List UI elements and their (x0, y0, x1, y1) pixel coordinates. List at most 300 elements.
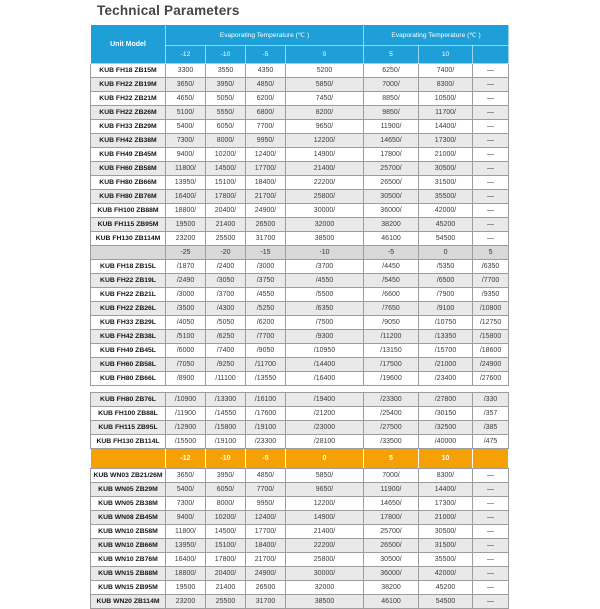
value-cell: /13150 (364, 344, 419, 358)
value-cell: 14900/ (286, 511, 364, 525)
value-cell: 7700/ (246, 483, 286, 497)
value-cell: 30500/ (419, 525, 473, 539)
value-cell: 31700 (246, 232, 286, 246)
value-cell: 38200 (364, 581, 419, 595)
value-cell: /16400 (286, 372, 364, 386)
value-cell: /32500 (419, 421, 473, 435)
value-cell: 17800/ (364, 148, 419, 162)
model-cell: KUB WN05 ZB38M (91, 497, 166, 511)
value-cell: /23300 (364, 393, 419, 407)
table-row (91, 148, 509, 162)
value-cell: 30000/ (286, 204, 364, 218)
temp-col-header: 5 (364, 46, 419, 64)
model-cell: KUB WN10 ZB58M (91, 525, 166, 539)
value-cell: 45200 (419, 218, 473, 232)
value-cell: /4050 (166, 316, 206, 330)
value-cell: 5850/ (286, 469, 364, 483)
value-cell: /23000 (286, 421, 364, 435)
value-cell: 3650/ (166, 78, 206, 92)
value-cell: /9100 (419, 302, 473, 316)
value-cell: 42000/ (419, 204, 473, 218)
value-cell: 5050/ (206, 92, 246, 106)
value-cell: /25400 (364, 407, 419, 421)
value-cell: 11800/ (166, 162, 206, 176)
value-cell: 25700/ (364, 525, 419, 539)
value-cell: 6800/ (246, 106, 286, 120)
value-cell: /19100 (246, 421, 286, 435)
value-cell: /10750 (419, 316, 473, 330)
value-cell: /5050 (206, 316, 246, 330)
value-cell: 12200/ (286, 134, 364, 148)
value-cell: 23200 (166, 232, 206, 246)
value-cell: /11900 (166, 407, 206, 421)
technical-parameters-table (90, 24, 508, 609)
value-cell: /4450 (364, 260, 419, 274)
value-cell: /13300 (206, 393, 246, 407)
value-cell: 18400/ (246, 176, 286, 190)
model-cell: KUB FH60 ZB58M (91, 162, 166, 176)
value-cell: /4550 (286, 274, 364, 288)
temp-separator-cell: -12 (166, 449, 206, 469)
value-cell: /7400 (206, 344, 246, 358)
value-cell: 7300/ (166, 497, 206, 511)
value-cell: /385 (473, 421, 509, 435)
temp-separator-cell: -10 (286, 246, 364, 260)
value-cell: 30500/ (364, 553, 419, 567)
temp-separator-cell: -20 (206, 246, 246, 260)
value-cell: — (473, 64, 509, 78)
value-cell: — (473, 218, 509, 232)
table-header (91, 25, 509, 64)
value-cell: 8200/ (286, 106, 364, 120)
value-cell: 32000 (286, 218, 364, 232)
value-cell: 8000/ (206, 497, 246, 511)
value-cell: 17700/ (246, 162, 286, 176)
value-cell: /3700 (206, 288, 246, 302)
value-cell: 17300/ (419, 497, 473, 511)
value-cell: 25500 (206, 232, 246, 246)
value-cell: 4850/ (246, 78, 286, 92)
model-cell: KUB FH49 ZB45M (91, 148, 166, 162)
value-cell: 4650/ (166, 92, 206, 106)
model-cell: KUB FH18 ZB15L (91, 260, 166, 274)
temp-separator-cell: 10 (419, 449, 473, 469)
value-cell: /13550 (246, 372, 286, 386)
table-row (91, 525, 509, 539)
value-cell: 9400/ (166, 148, 206, 162)
value-cell: 23200 (166, 595, 206, 609)
value-cell: /11200 (364, 330, 419, 344)
value-cell: — (473, 525, 509, 539)
table-row (91, 407, 509, 421)
model-cell: KUB FH80 ZB76M (91, 190, 166, 204)
value-cell: 9650/ (286, 120, 364, 134)
value-cell: 6050/ (206, 483, 246, 497)
value-cell: /21200 (286, 407, 364, 421)
value-cell: /10900 (166, 393, 206, 407)
value-cell: 20400/ (206, 204, 246, 218)
model-cell: KUB FH42 ZB38L (91, 330, 166, 344)
value-cell: /10800 (473, 302, 509, 316)
table-row (91, 232, 509, 246)
table-row (91, 64, 509, 78)
value-cell: 6250/ (364, 64, 419, 78)
value-cell: 35500/ (419, 190, 473, 204)
table-row (91, 435, 509, 449)
value-cell: — (473, 595, 509, 609)
value-cell: 14900/ (286, 148, 364, 162)
value-cell: /24900 (473, 358, 509, 372)
model-cell: KUB FH33 ZB29L (91, 316, 166, 330)
value-cell: 18800/ (166, 567, 206, 581)
value-cell: /17500 (364, 358, 419, 372)
value-cell: 25800/ (286, 553, 364, 567)
table-row (91, 497, 509, 511)
value-cell: /6600 (364, 288, 419, 302)
table-row (91, 581, 509, 595)
model-cell: KUB FH49 ZB45L (91, 344, 166, 358)
value-cell: 3550 (206, 64, 246, 78)
model-cell: KUB FH33 ZB29M (91, 120, 166, 134)
model-cell: KUB FH22 ZB26L (91, 302, 166, 316)
table-row (91, 162, 509, 176)
table-row (91, 393, 509, 407)
value-cell: 21400 (206, 218, 246, 232)
model-cell: KUB WN20 ZB114M (91, 595, 166, 609)
temp-col-header: -12 (166, 46, 206, 64)
model-cell: KUB FH115 ZB95M (91, 218, 166, 232)
value-cell: 26500 (246, 581, 286, 595)
value-cell: 30500/ (364, 190, 419, 204)
value-cell: 21400/ (286, 162, 364, 176)
model-cell: KUB WN05 ZB29M (91, 483, 166, 497)
value-cell: 3950/ (206, 469, 246, 483)
value-cell: — (473, 120, 509, 134)
value-cell: /18600 (473, 344, 509, 358)
value-cell: /9350 (473, 288, 509, 302)
value-cell: 21400/ (286, 525, 364, 539)
value-cell: 13950/ (166, 176, 206, 190)
value-cell: /4300 (206, 302, 246, 316)
value-cell: 14400/ (419, 120, 473, 134)
table-row (91, 288, 509, 302)
value-cell: 14650/ (364, 134, 419, 148)
value-cell: 7450/ (286, 92, 364, 106)
value-cell: 6050/ (206, 120, 246, 134)
value-cell: /5450 (364, 274, 419, 288)
value-cell: 11700/ (419, 106, 473, 120)
value-cell: /17600 (246, 407, 286, 421)
value-cell: /27500 (364, 421, 419, 435)
value-cell: /11100 (206, 372, 246, 386)
value-cell: 21700/ (246, 553, 286, 567)
model-cell: KUB FH22 ZB21M (91, 92, 166, 106)
table-row (91, 218, 509, 232)
value-cell: /6000 (166, 344, 206, 358)
temperature-separator-row (91, 449, 509, 469)
value-cell: 54500 (419, 595, 473, 609)
temp-separator-cell: 0 (286, 449, 364, 469)
value-cell: 12400/ (246, 511, 286, 525)
temp-separator-cell: 5 (473, 246, 509, 260)
table-row (91, 106, 509, 120)
model-cell: KUB FH60 ZB58L (91, 358, 166, 372)
value-cell: — (473, 567, 509, 581)
value-cell: 31500/ (419, 539, 473, 553)
value-cell: /3700 (286, 260, 364, 274)
model-cell: KUB FH22 ZB26M (91, 106, 166, 120)
value-cell: 15100/ (206, 176, 246, 190)
value-cell: — (473, 190, 509, 204)
value-cell: 3300 (166, 64, 206, 78)
value-cell: 5100/ (166, 106, 206, 120)
temp-separator-cell: -10 (206, 449, 246, 469)
value-cell: 38500 (286, 232, 364, 246)
value-cell: /3050 (206, 274, 246, 288)
value-cell: /11700 (246, 358, 286, 372)
value-cell: /9050 (246, 344, 286, 358)
value-cell: — (473, 162, 509, 176)
table-row (91, 553, 509, 567)
table-body-lower (91, 393, 509, 609)
value-cell: 5400/ (166, 120, 206, 134)
value-cell: /6200 (246, 316, 286, 330)
value-cell: — (473, 553, 509, 567)
value-cell: 9850/ (364, 106, 419, 120)
temp-col-header: 10 (419, 46, 473, 64)
model-cell: KUB FH80 ZB66L (91, 372, 166, 386)
value-cell: 26500/ (364, 176, 419, 190)
temp-separator-cell (473, 449, 509, 469)
value-cell: /9050 (364, 316, 419, 330)
value-cell: 54500 (419, 232, 473, 246)
value-cell: /5100 (166, 330, 206, 344)
value-cell: — (473, 134, 509, 148)
value-cell: /33500 (364, 435, 419, 449)
temp-col-header: -5 (246, 46, 286, 64)
value-cell: — (473, 78, 509, 92)
value-cell: 10200/ (206, 148, 246, 162)
model-cell: KUB FH22 ZB21L (91, 288, 166, 302)
value-cell: 9400/ (166, 511, 206, 525)
value-cell: /15800 (473, 330, 509, 344)
value-cell: — (473, 176, 509, 190)
value-cell: 36000/ (364, 204, 419, 218)
value-cell: 18400/ (246, 539, 286, 553)
value-cell: — (473, 539, 509, 553)
value-cell: 9950/ (246, 134, 286, 148)
table-row (91, 92, 509, 106)
value-cell: /14550 (206, 407, 246, 421)
value-cell: /7050 (166, 358, 206, 372)
value-cell: /19600 (364, 372, 419, 386)
model-cell: KUB WN15 ZB95M (91, 581, 166, 595)
value-cell: 22200/ (286, 539, 364, 553)
model-cell: KUB FH80 ZB76L (91, 393, 166, 407)
value-cell: 6200/ (246, 92, 286, 106)
value-cell: /10950 (286, 344, 364, 358)
table-row (91, 120, 509, 134)
value-cell: 14400/ (419, 483, 473, 497)
value-cell: 4850/ (246, 469, 286, 483)
value-cell: /7700 (473, 274, 509, 288)
table-body-upper (91, 64, 509, 386)
value-cell: 16400/ (166, 190, 206, 204)
value-cell: 7000/ (364, 469, 419, 483)
model-cell: KUB FH100 ZB88L (91, 407, 166, 421)
value-cell: /5500 (286, 288, 364, 302)
value-cell: /16100 (246, 393, 286, 407)
model-cell: KUB FH22 ZB19L (91, 274, 166, 288)
value-cell: 46100 (364, 595, 419, 609)
value-cell: 11800/ (166, 525, 206, 539)
value-cell: 38200 (364, 218, 419, 232)
value-cell: 9650/ (286, 483, 364, 497)
table-row (91, 421, 509, 435)
table-row (91, 358, 509, 372)
value-cell: — (473, 106, 509, 120)
value-cell: 12400/ (246, 148, 286, 162)
header-row-spans (91, 25, 509, 46)
table-row (91, 539, 509, 553)
value-cell: 25500 (206, 595, 246, 609)
value-cell: 5400/ (166, 483, 206, 497)
value-cell: 30000/ (286, 567, 364, 581)
page-title: Technical Parameters (97, 3, 240, 18)
value-cell: /30150 (419, 407, 473, 421)
value-cell: /1870 (166, 260, 206, 274)
value-cell: /6350 (286, 302, 364, 316)
value-cell: 25800/ (286, 190, 364, 204)
parameters-table-lower (90, 392, 509, 609)
model-cell: KUB WN03 ZB21/26M (91, 469, 166, 483)
value-cell: 24900/ (246, 204, 286, 218)
table-row (91, 274, 509, 288)
value-cell: 12200/ (286, 497, 364, 511)
model-cell: KUB FH42 ZB38M (91, 134, 166, 148)
value-cell: 19500 (166, 581, 206, 595)
value-cell: 22200/ (286, 176, 364, 190)
value-cell: /2400 (206, 260, 246, 274)
value-cell: 13950/ (166, 539, 206, 553)
value-cell: /2490 (166, 274, 206, 288)
temp-separator-cell: -5 (364, 246, 419, 260)
temperature-separator-row (91, 246, 509, 260)
model-cell: KUB FH115 ZB95L (91, 421, 166, 435)
value-cell: /13350 (419, 330, 473, 344)
value-cell: /23300 (246, 435, 286, 449)
table-row (91, 78, 509, 92)
value-cell: 8000/ (206, 134, 246, 148)
temp-col-header (473, 46, 509, 64)
table-row (91, 204, 509, 218)
table-row (91, 176, 509, 190)
model-cell: KUB FH80 ZB66M (91, 176, 166, 190)
value-cell: 7300/ (166, 134, 206, 148)
value-cell: /12750 (473, 316, 509, 330)
value-cell: 9950/ (246, 497, 286, 511)
value-cell: /6250 (206, 330, 246, 344)
value-cell: 11900/ (364, 483, 419, 497)
value-cell: — (473, 497, 509, 511)
value-cell: 38500 (286, 595, 364, 609)
value-cell: 10500/ (419, 92, 473, 106)
value-cell: /14400 (286, 358, 364, 372)
value-cell: /5250 (246, 302, 286, 316)
value-cell: 15100/ (206, 539, 246, 553)
value-cell: 11900/ (364, 120, 419, 134)
value-cell: 21000/ (419, 148, 473, 162)
value-cell: /3750 (246, 274, 286, 288)
table-row (91, 567, 509, 581)
value-cell: /28100 (286, 435, 364, 449)
table-row (91, 260, 509, 274)
value-cell: — (473, 511, 509, 525)
table-row (91, 190, 509, 204)
value-cell: /27800 (419, 393, 473, 407)
value-cell: — (473, 204, 509, 218)
value-cell: /12900 (166, 421, 206, 435)
temp-separator-cell: 5 (364, 449, 419, 469)
value-cell: 17800/ (206, 190, 246, 204)
value-cell: /19400 (286, 393, 364, 407)
value-cell: 18800/ (166, 204, 206, 218)
value-cell: 3650/ (166, 469, 206, 483)
value-cell: 26500/ (364, 539, 419, 553)
value-cell: 3950/ (206, 78, 246, 92)
value-cell: 17700/ (246, 525, 286, 539)
value-cell: /15700 (419, 344, 473, 358)
temp-separator-cell: 0 (419, 246, 473, 260)
value-cell: 46100 (364, 232, 419, 246)
value-cell: /475 (473, 435, 509, 449)
value-cell: /19100 (206, 435, 246, 449)
value-cell: 21700/ (246, 190, 286, 204)
value-cell: /7900 (419, 288, 473, 302)
value-cell: — (473, 581, 509, 595)
value-cell: 8300/ (419, 469, 473, 483)
table-row (91, 372, 509, 386)
value-cell: /330 (473, 393, 509, 407)
temp-separator-cell: -25 (166, 246, 206, 260)
value-cell: /8900 (166, 372, 206, 386)
value-cell: 5200 (286, 64, 364, 78)
value-cell: 7400/ (419, 64, 473, 78)
table-row (91, 344, 509, 358)
value-cell: — (473, 92, 509, 106)
value-cell: 21000/ (419, 511, 473, 525)
value-cell: /3000 (166, 288, 206, 302)
model-cell: KUB WN15 ZB88M (91, 567, 166, 581)
table-row (91, 469, 509, 483)
model-cell: KUB FH130 ZB114L (91, 435, 166, 449)
value-cell: 19500 (166, 218, 206, 232)
value-cell: — (473, 148, 509, 162)
value-cell: 17800/ (206, 553, 246, 567)
value-cell: 31700 (246, 595, 286, 609)
table-row (91, 511, 509, 525)
value-cell: 17800/ (364, 511, 419, 525)
parameters-table-upper (90, 24, 509, 386)
value-cell: 25700/ (364, 162, 419, 176)
value-cell: 21400 (206, 581, 246, 595)
value-cell: /21000 (419, 358, 473, 372)
value-cell: 35500/ (419, 553, 473, 567)
model-cell: KUB WN10 ZB66M (91, 539, 166, 553)
value-cell: /27600 (473, 372, 509, 386)
value-cell: 14500/ (206, 162, 246, 176)
evap-temp-header-right: Evaporating Temperature (℃ ) (364, 25, 509, 46)
